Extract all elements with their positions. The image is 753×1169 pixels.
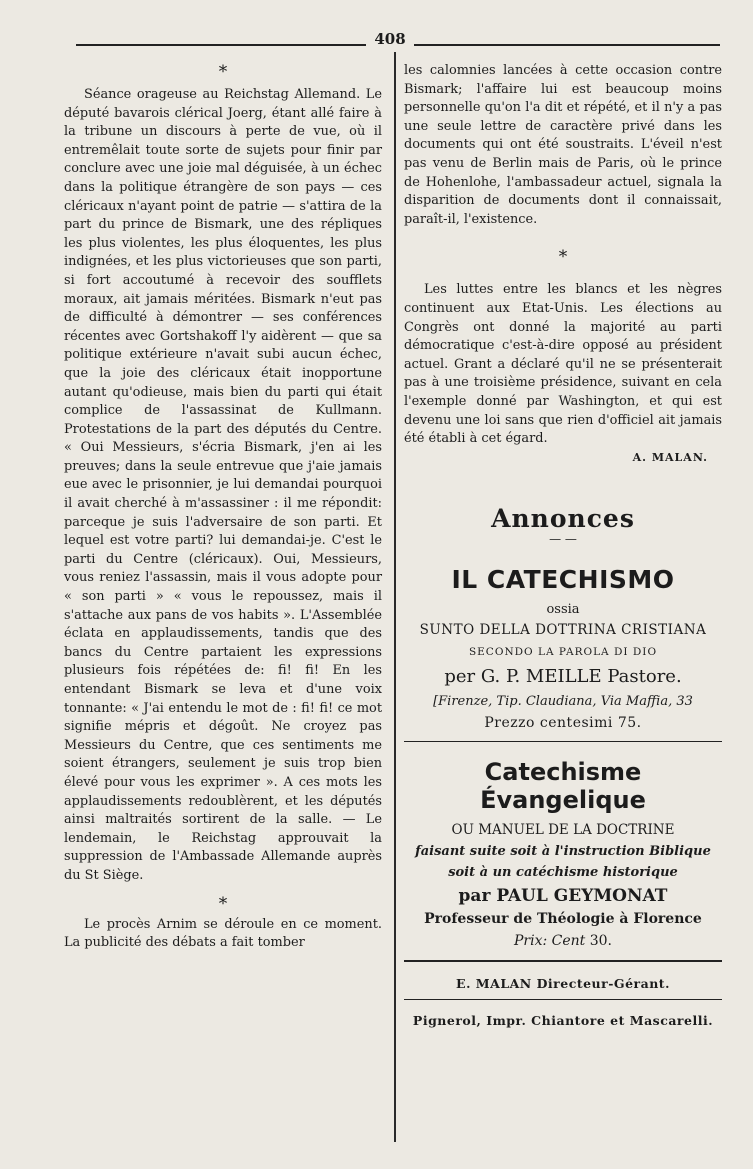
ad-line: soit à un catéchisme historique: [448, 865, 678, 881]
ad-title: Catechisme Évangelique: [480, 758, 646, 815]
ad-publisher: [Firenze, Tip. Claudiana, Via Maffia, 33: [433, 693, 693, 709]
ad-price: Prezzo centesimi 75.: [484, 714, 642, 731]
annonces-heading: Annonces: [491, 503, 635, 533]
annonces-dash: — —: [549, 531, 577, 546]
header-rule-right: [414, 44, 720, 46]
header-rule-left: [76, 44, 366, 46]
printer-line: Pignerol, Impr. Chiantore et Mascarelli.: [412, 1013, 714, 1029]
ad-line: OU MANUEL DE LA DOCTRINE: [451, 822, 675, 839]
ad-price: [404, 933, 722, 949]
ad-author: per G. P. MEILLE Pastore.: [444, 665, 682, 687]
author-signature: A. MALAN.: [632, 450, 708, 464]
section-star: *: [558, 247, 568, 268]
director-line: E. MALAN Directeur-Gérant.: [456, 975, 670, 991]
footer-divider: [404, 960, 722, 962]
ad-line: Professeur de Théologie à Florence: [424, 911, 702, 928]
ad-line: faisant suite soit à l'instruction Biblique: [415, 844, 711, 860]
ad-divider: [404, 741, 722, 743]
column-divider: [394, 52, 396, 1142]
left-column: [64, 62, 382, 953]
arnim-continued-paragraph: les calomnies lancées à cette occasion contre Bismark; l'affaire lui est beaucoup moins personnelle qu'on l'a dit et répété, et il n'y a pas une seule lettre de caractère privé dans les documents qui ont été soustraits. L'éveil n'est pas venu de Berlin mais de Paris, où le prince de Hohenlohe, l'ambassadeur actuel, signala la disparition de documents dont il connaissait, paraît-il, l'existence.: [404, 63, 722, 227]
ad-title: IL CATECHISMO: [451, 564, 675, 594]
footer-divider: [404, 999, 722, 1001]
price-label: Prix: Cent: [513, 933, 586, 950]
ad-line: SECONDO LA PAROLA DI DIO: [468, 645, 658, 658]
catechismo-ad: [404, 565, 722, 731]
reichstag-paragraph: Séance orageuse au Reichstag Allemand. Le député bavarois clérical Joerg, étant allé faire à la tribune un discours à perte de vue, où il entremêlait toute sorte de sujets pour finir par conclure avec une joie mal déguisée, à un échec dans la politique étrangère de son pays — ces cléricaux n'ayant point de patrie — s'attira de la part du prince de Bismark, une des répliques les plus violentes, les plus éloquentes, les plus indignées, et les plus victorieuses que son parti, si fort accoutumé à recevoir des soufflets moraux, ait jamais méritées. Bismark n'eut pas de difficulté à démontrer — ses conférences récentes avec Gortshakoff l'y aidèrent — que sa politique extérieure n'avait subi aucun échec, que la joie des cléricaux était inopportune autant qu'odieuse, mais bien du parti qui était complice de l'assassinat de Kullmann. Protestations de la part des députés du Centre. « Oui Messieurs, s'écria Bismark, j'en ai les preuves; dans la seule entrevue que j'aie jamais eue avec le prisonnier, je lui demandai pourquoi il avait cherché à m'assassiner : il me répondit: parceque je suis l'adversaire de son parti. Et lequel est votre parti? lui demandai-je. C'est le parti du Centre (cléricaux). Oui, Messieurs, vous reniez l'assassin, mais il vous adopte pour « son parti » « vous le repoussez, mais il s'attache aux pans de vos habits ». L'Assemblée éclata en applaudissements, tandis que des bancs du Centre partaient les expressions plusieurs fois répétées de: fi! fi! En les entendant Bismark se leva et d'une voix tonnante: « J'ai entendu le mot de : fi! fi! ce mot signifie mépris et dégoût. Ne croyez pas Messieurs du Centre, que ces sentiments me soient étrangers, seulement je suis trop bien élevé pour vous les exprimer ». A ces mots les applaudissements redoublèrent, et les députés ainsi maltraités sortirent de la salle. — Le lendemain, le Reichstag approuvait la suppression de l'Ambassade Allemande auprès du St Siège.: [64, 87, 382, 883]
right-column: [404, 62, 722, 1028]
ad-line: SUNTO DELLA DOTTRINA CRISTIANA: [419, 621, 707, 638]
price-value: 30.: [589, 933, 612, 950]
page-number: 408: [374, 30, 406, 48]
section-star: *: [218, 62, 228, 82]
arnim-paragraph: Le procès Arnim se déroule en ce moment. La publicité des débats a fait tomber: [64, 916, 382, 951]
ad-author: par PAUL GEYMONAT: [458, 886, 668, 907]
ad-line: ossia: [546, 601, 580, 617]
elections-paragraph: Les luttes entre les blancs et les nègres continuent aux Etat-Unis. Les élections au Congrès ont donné la majorité au parti démocratique c'est-à-dire opposé au président actuel. Grant a déclaré qu'il ne se présenterait pas à une troisième présidence, suivant en cela l'exemple donné par Washington, et qui est devenu une loi sans que rien d'officiel ait jamais été établi à cet égard.: [404, 282, 722, 447]
catechisme-ad: [404, 758, 722, 949]
section-star: *: [218, 893, 228, 914]
